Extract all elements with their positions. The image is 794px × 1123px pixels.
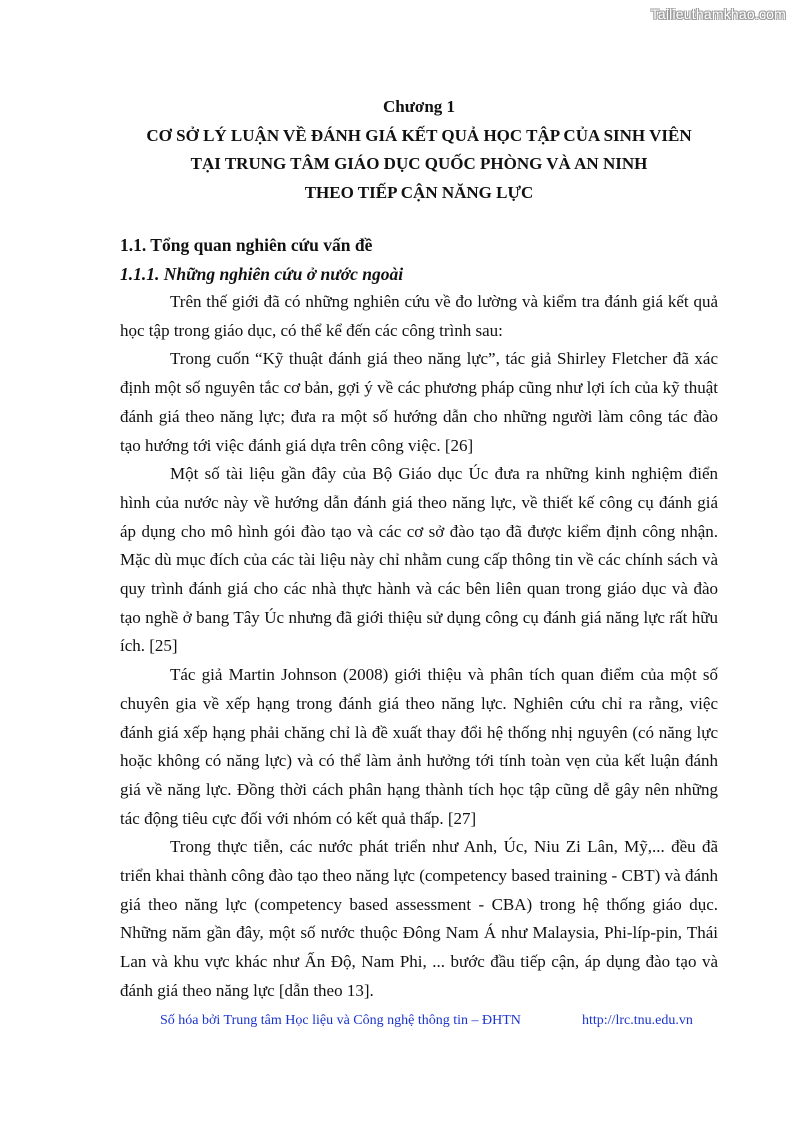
footer-credit: Số hóa bởi Trung tâm Học liệu và Công nghệ thông tin – ĐHTN	[160, 1013, 521, 1028]
chapter-number: Chương 1	[382, 97, 456, 116]
paragraph-2: Trong cuốn “Kỹ thuật đánh giá theo năng lực”, tác giả Shirley Fletcher đã xác định một số nguyên tắc cơ bản, gợi ý về các phương pháp cũng như lợi ích của kỹ thuật đánh giá theo năng lực; đưa ra một số hướng dẫn cho những người làm công tác đào tạo hướng tới việc đánh giá dựa trên công việc. [26]	[120, 349, 718, 455]
chapter-title-line-1: CƠ SỞ LÝ LUẬN VỀ ĐÁNH GIÁ KẾT QUẢ HỌC TẬP CỦA SINH VIÊN	[146, 125, 692, 145]
section-title: 1.1. Tổng quan nghiên cứu vấn đề	[120, 235, 373, 255]
paragraph-5: Trong thực tiễn, các nước phát triển như Anh, Úc, Niu Zi Lân, Mỹ,... đều đã triển khai thành công đào tạo theo năng lực (competency based training - CBT) và đánh giá theo năng lực (competency based assessment - CBA) trong hệ thống giáo dục. Những năm gần đây, một số nước thuộc Đông Nam Á như Malaysia, Phi-líp-pin, Thái Lan và khu vực khác như Ấn Độ, Nam Phi, ... bước đầu tiếp cận, áp dụng đào tạo và đánh giá theo năng lực [dẫn theo 13].	[120, 837, 718, 1000]
paragraph-1: Trên thế giới đã có những nghiên cứu về đo lường và kiểm tra đánh giá kết quả học tập trong giáo dục, có thể kể đến các công trình sau:	[120, 292, 718, 340]
paragraph-3: Một số tài liệu gần đây của Bộ Giáo dục Úc đưa ra những kinh nghiệm điển hình của nước này về hướng dẫn đánh giá theo năng lực, về thiết kế công cụ đánh giá áp dụng cho mô hình gói đào tạo và các cơ sở đào tạo đã được kiểm định công nhận. Mặc dù mục đích của các tài liệu này chỉ nhằm cung cấp thông tin về các chính sách và quy trình đánh giá cho các nhà thực hành và các bên liên quan trong giáo dục và đào tạo nghề ở bang Tây Úc nhưng đã giới thiệu sử dụng công cụ đánh giá năng lực rất hữu ích. [25]	[120, 464, 718, 656]
watermark: Tailieuthamkhao.com	[650, 6, 786, 22]
chapter-title-line-3: THEO TIẾP CẬN NĂNG LỰC	[304, 182, 534, 202]
footer-url-link[interactable]: http://lrc.tnu.edu.vn	[582, 1013, 693, 1028]
paragraph-4: Tác giả Martin Johnson (2008) giới thiệu và phân tích quan điểm của một số chuyên gia về xếp hạng trong đánh giá theo năng lực. Nghiên cứu chỉ ra rằng, việc đánh giá xếp hạng phải chăng chỉ là đề xuất thay đổi hệ thống nhị nguyên (có năng lực hoặc không có năng lực) và có thể làm ảnh hưởng tới tính toàn vẹn của kết luận đánh giá về năng lực. Đồng thời cách phân hạng thành tích học tập cũng dễ gây nên những tác động tiêu cực đối với nhóm có kết quả thấp. [27]	[120, 665, 718, 828]
chapter-heading	[120, 93, 718, 207]
subsection-title: 1.1.1. Những nghiên cứu ở nước ngoài	[120, 263, 404, 284]
chapter-title-line-2: TẠI TRUNG TÂM GIÁO DỤC QUỐC PHÒNG VÀ AN NINH	[190, 154, 648, 173]
document-page	[120, 93, 718, 1006]
